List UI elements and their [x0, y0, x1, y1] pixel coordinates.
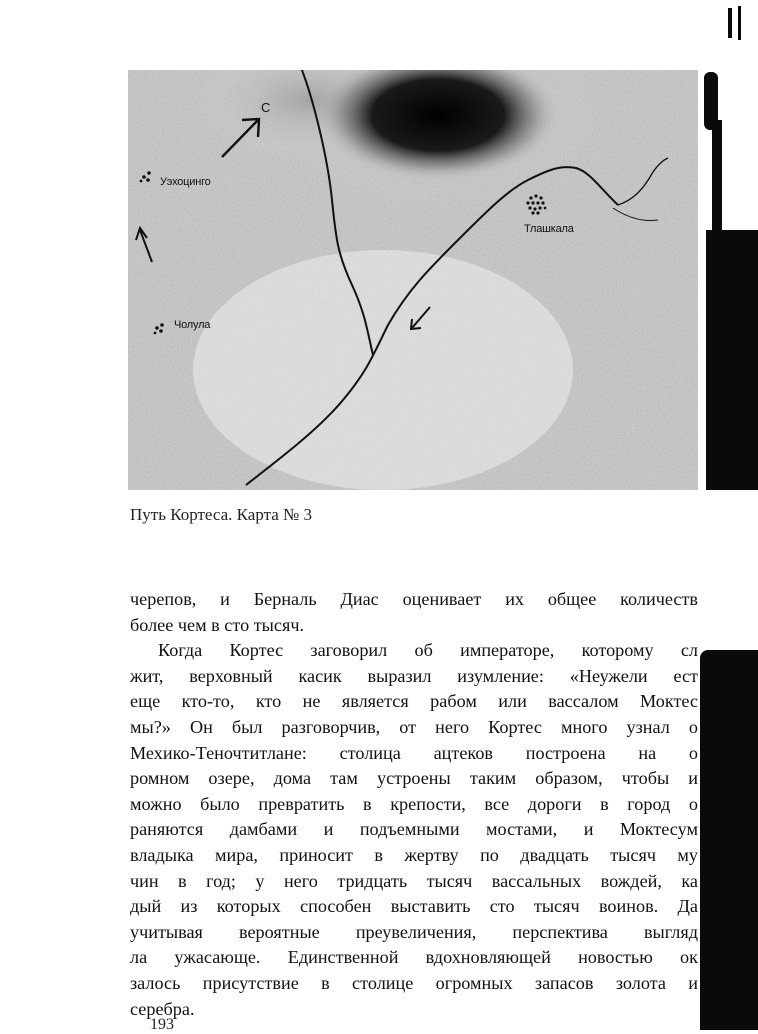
scan-edge-top-2 — [738, 6, 741, 40]
book-spine-edge — [712, 120, 722, 240]
map-caption: Путь Кортеса. Карта № 3 — [130, 505, 313, 524]
text-line: еще кто-то, кто не является рабом или вассалом Моктес — [130, 691, 698, 712]
body-text — [130, 587, 698, 1022]
scan-edge-top — [728, 8, 732, 38]
text-line: залось присутствие в столице огромных запасов золота и — [130, 972, 698, 993]
text-line: можно было превратить в крепости, все дороги в город о — [130, 793, 698, 814]
text-line: серебра. — [130, 998, 195, 1019]
route-map-graphic — [128, 70, 698, 490]
book-spine-shadow-lower — [700, 650, 758, 1030]
text-line: черепов, и Берналь Диас оценивает их общее количеств — [130, 589, 698, 609]
text-line: Мехико-Теночтитлане: столица ацтеков построена на о — [130, 742, 698, 763]
text-line: дый из которых способен выставить сто тысяч воинов. Да — [130, 896, 698, 917]
text-line: учитывая вероятные преувеличения, перспектива выгляд — [130, 921, 698, 942]
page-number: 193 — [150, 1016, 174, 1033]
text-line: мы?» Он был разговорчив, от него Кортес много узнал о — [130, 716, 698, 737]
map-label-tlashkala: Тлашкала — [524, 223, 574, 235]
map-label-uexocingo: Уэхоцинго — [160, 176, 211, 188]
text-line: ла ужасающе. Единственной вдохновляющей новостью ок — [130, 947, 698, 968]
book-spine-shadow — [706, 230, 758, 490]
map-label-cholula: Чолула — [174, 319, 211, 331]
text-line: владыка мира, приносит в жертву по двадцать тысяч му — [130, 844, 698, 865]
text-line: Когда Кортес заговорил об императоре, которому сл — [158, 640, 698, 661]
text-line: ромном озере, дома там устроены таким образом, чтобы и — [130, 768, 698, 789]
text-line: чин в год; у него тридцать тысяч вассальных вождей, ка — [130, 870, 698, 891]
text-line: более чем в сто тысяч. — [130, 614, 305, 635]
text-line: жит, верховный касик выразил изумление: «Неужели ест — [130, 665, 698, 686]
text-line: раняются дамбами и подъемными мостами, и Моктесум — [130, 819, 698, 840]
map-label-north: С — [261, 100, 271, 115]
route-map — [128, 70, 698, 490]
